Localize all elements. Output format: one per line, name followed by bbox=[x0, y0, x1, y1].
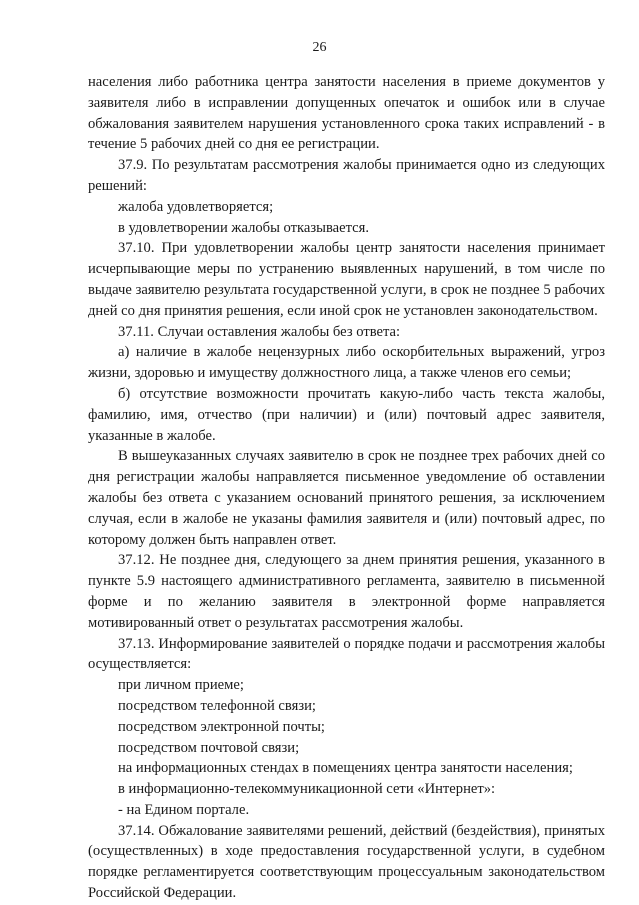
list-item: посредством телефонной связи; bbox=[118, 697, 316, 714]
list-item: - на Едином портале. bbox=[118, 801, 250, 818]
paragraph-continuation: населения либо работника центра занятости населения в приеме документов у заявителя либо в исправлении допущенных опечаток и ошибок или в случае обжалования заявителем нарушения установленного срока таких исправлений - в течение 5 рабочих дней со дня ее регистрации. bbox=[88, 74, 605, 153]
paragraph-37-12: 37.12. Не позднее дня, следующего за днем принятия решения, указанного в пункте 5.9 настоящего административного регламента, заявителю в письменной форме и по желанию заявителя в электронной форме направляется мотивированный ответ о результатах рассмотрения жалобы. bbox=[88, 552, 605, 631]
page-number: 26 bbox=[312, 40, 327, 55]
list-item: жалоба удовлетворяется; bbox=[118, 198, 274, 215]
list-item: в информационно-телекоммуникационной сети «Интернет»: bbox=[118, 781, 496, 798]
list-item: посредством электронной почты; bbox=[118, 718, 325, 735]
list-item: посредством почтовой связи; bbox=[118, 739, 300, 756]
paragraph-37-11-b: б) отсутствие возможности прочитать какую-либо часть текста жалобы, фамилию, имя, отчество (при наличии) и (или) почтовый адрес заявителя, указанные в жалобе. bbox=[88, 385, 605, 444]
document-body bbox=[88, 72, 605, 904]
paragraph-37-11-a: а) наличие в жалобе нецензурных либо оскорбительных выражений, угроз жизни, здоровью и имуществу должностного лица, а также членов его семьи; bbox=[88, 344, 605, 382]
list-item: при личном приеме; bbox=[118, 677, 244, 694]
paragraph-37-10: 37.10. При удовлетворении жалобы центр занятости населения принимает исчерпывающие меры по устранению выявленных нарушений, в том числе по выдаче заявителю результата государственной услуги, в срок не позднее 5 рабочих дней со дня принятия решения, если иной срок не установлен законодательством. bbox=[88, 240, 605, 319]
list-item: в удовлетворении жалобы отказывается. bbox=[118, 219, 370, 236]
paragraph-37-9: 37.9. По результатам рассмотрения жалобы принимается одно из следующих решений: bbox=[88, 157, 605, 194]
paragraph-37-14: 37.14. Обжалование заявителями решений, действий (бездействия), принятых (осуществленных) в ходе предоставления государственной услуги, в судебном порядке регламентируется соответствующим процессуальным законодательством Российской Федерации. bbox=[88, 822, 605, 902]
paragraph-37-11: 37.11. Случаи оставления жалобы без ответа: bbox=[118, 323, 401, 340]
list-item: на информационных стендах в помещениях центра занятости населения; bbox=[118, 760, 573, 777]
paragraph-notification: В вышеуказанных случаях заявителю в срок не позднее трех рабочих дней со дня регистрации жалобы направляется письменное уведомление об оставлении жалобы без ответа с указанием оснований принятого решения, за исключением случая, если в жалобе не указаны фамилия заявителя и (или) почтовый адрес, по которому должен быть направлен ответ. bbox=[88, 448, 605, 548]
paragraph-37-13: 37.13. Информирование заявителей о порядке подачи и рассмотрения жалобы осуществляется: bbox=[88, 635, 605, 673]
